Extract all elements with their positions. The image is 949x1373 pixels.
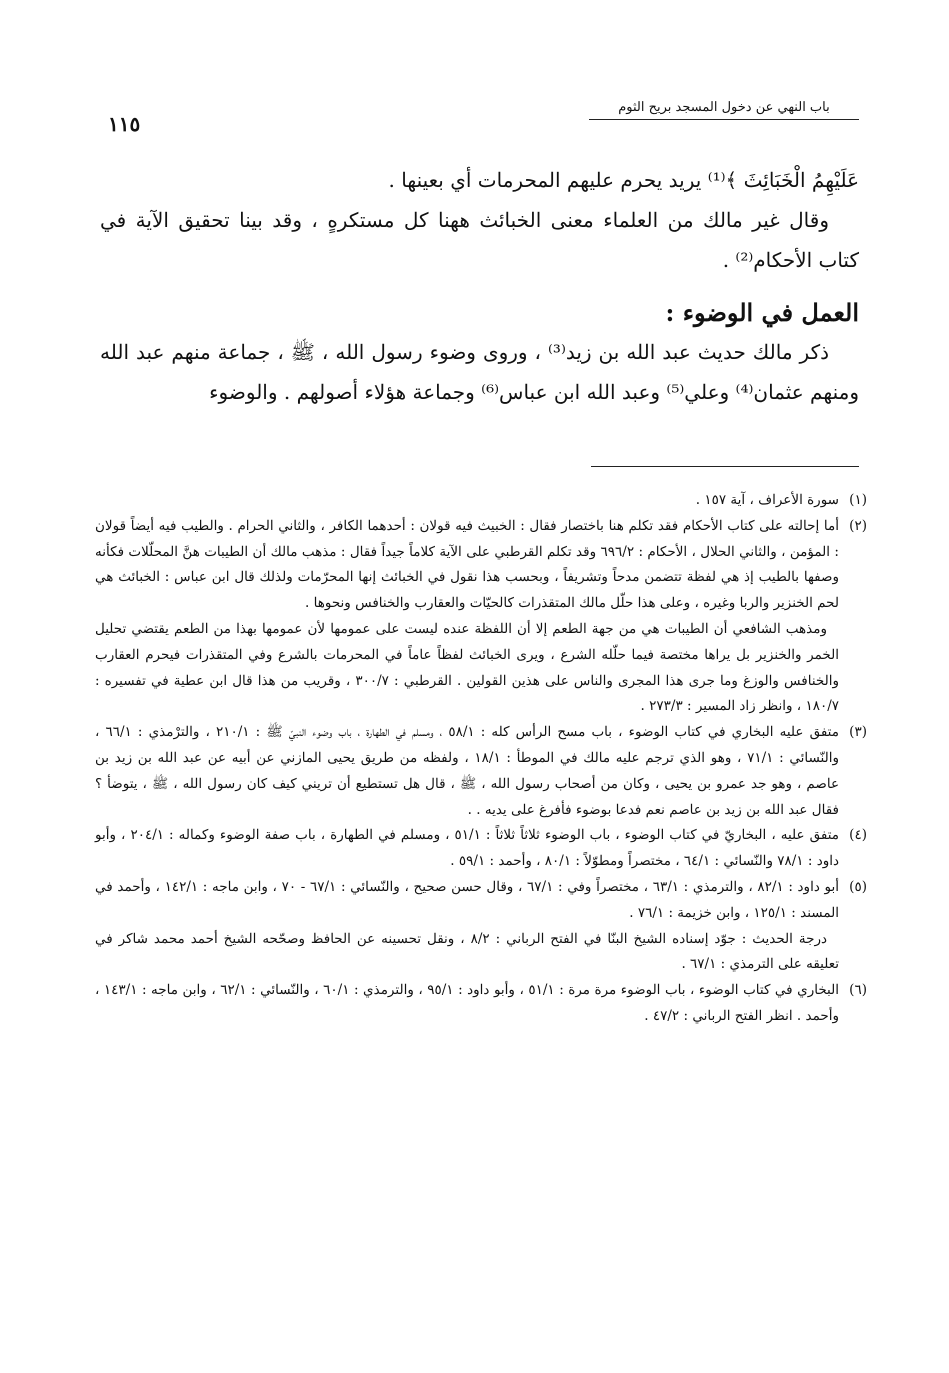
footnote-text: أما إحالته على كتاب الأحكام فقد تكلم هنا باختصار فقال : الخبيث فيه قولان : أحدهما الكافر ، والثاني الحرام . والطيب فيه أيضاً قولان : المؤمن ، والثاني الحلال ، الأحكام : ٦٩٦/٢ وقد تكلم القرطبي على الآية كلاماً جيداً فقال : مذهب مالك أن الطيبات هنَّ المحلّلات فكأنه وصفها بالطيب إذ هي لفظة تتضمن مدحاً وتشريفاً ، وبحسب هذا نقول في الخبائث إنها المحرّمات ولذلك قال ابن عباس : الخبائث هي لحم الخنزير والربا وغيره ، وعلى هذا حلّل مالك المتقذرات كالحيّات والعقارب والخنافس ونحوها .: [95, 517, 839, 612]
footnote-text: متفق عليه البخاري في كتاب الوضوء ، باب مسح الرأس كله : ٥٨/١ ، ومسلم في الطهارة ، باب وضوء النبيّ ﷺ : ٢١٠/١ ، والترْمذي : ٦٦/١ ، والنّسائي : ٧١/١ ، وهو الذي ترجم عليه مالك في الموطأ : ١٨/١ ، ولفظه من طريق يحيى المازني عن أبيه عن عبد الله بن زيد بن عاصم ، وهو جد عمرو بن يحيى ، وكان من أصحاب رسول الله ، ﷺ ، قال هل تستطيع أن تريني كيف كان رسول الله ، ﷺ ، يتوضأ ؟ فقال عبد الله بن زيد بن عاصم نعم فدعا بوضوء فأفرغ على يديه . .: [95, 724, 839, 818]
footnote-number: (١): [849, 492, 867, 508]
footnote-text: البخاري في كتاب الوضوء ، باب الوضوء مرة مرة : ٥١/١ ، وأبو داود : ٩٥/١ ، والترمذي : ٦٠/١ ، والنّسائي : ٦٢/١ ، وابن ماجه : ١٤٣/١ ، وأحمد . انظر الفتح الرباني : ٤٧/٢ .: [95, 982, 839, 1024]
footnote-number: (٥): [849, 878, 867, 895]
footnote-5-continuation: درجة الحديث : جوّد إسناده الشيخ البنّا في الفتح الرباني : ٨/٢ ، ونقل تحسينه عن الحافظ وصحّحه الشيخ أحمد محمد شاكر في تعليقه على الترمذي : ٦٧/١ .: [95, 930, 839, 973]
footnotes: [95, 488, 867, 1030]
footnote-4: [95, 823, 867, 875]
main-text: [100, 160, 859, 412]
footnote-3: [95, 720, 867, 823]
footnote-number: (٣): [849, 724, 867, 741]
page-number: ١١٥: [108, 112, 141, 136]
footnote-text: سورة الأعراف ، آية ١٥٧ .: [695, 492, 839, 508]
footnote-number: (٢): [849, 517, 867, 534]
footnote-number: (٤): [849, 827, 867, 844]
running-title: باب النهي عن دخول المسجد بريح الثوم: [589, 100, 859, 120]
paragraph-1: عَلَيْهِمُ الْخَبَائِثَ ﴾⁽¹⁾ يريد يحرم عليهم المحرمات أي بعينها .: [388, 168, 859, 192]
footnote-separator: [591, 466, 859, 467]
paragraph-3: ذكر مالك حديث عبد الله بن زيد⁽³⁾ ، وروى وضوء رسول الله ، ﷺ ، جماعة منهم عبد الله ومنهم عثمان⁽⁴⁾ وعلي⁽⁵⁾ وعبد الله ابن عباس⁽⁶⁾ وجماعة هؤلاء أصولهم . والوضوء: [100, 340, 859, 404]
footnote-2: [95, 514, 867, 617]
footnote-2-continuation: ومذهب الشافعي أن الطيبات هي من جهة الطعم إلا أن اللفظة عنده ليست على عمومها لأن عمومها بهذا من الطعم يقتضي تحليل الخمر والخنزير بل يراها مختصة فيما حلّله الشرع ، ويرى الخبائث لفظاً عاماً في المحرمات بالشرع وفي المتقذرات فيحرم العقارب والخنافس والوزغ وما جرى هذا المجرى والناس على هذين القولين . القرطبي : ٣٠٠/٧ ، وقريب من هذا قال ابن عطية في تفسيره : ١٨٠/٧ ، وانظر زاد المسير : ٢٧٣/٣ .: [95, 620, 839, 715]
section-heading: العمل في الوضوء :: [665, 298, 859, 327]
footnote-text: أبو داود : ٨٢/١ ، والترمذي : ٦٣/١ ، مختصراً وفي : ٦٧/١ ، وقال حسن صحيح ، والنّسائي : ٦٧/١ - ٧٠ ، وابن ماجه : ١٤٢/١ ، وأحمد في المسند : ١٢٥/١ ، وابن خزيمة : ٧٦/١ .: [95, 878, 839, 921]
footnote-text: متفق عليه ، البخاريّ في كتاب الوضوء ، باب الوضوء ثلاثاً ثلاثاً : ٥١/١ ، ومسلم في الطهارة ، باب صفة الوضوء وكماله : ٢٠٤/١ ، وأبو داود : ٧٨/١ والنّسائي : ٦٤/١ ، مختصراً ومطوّلاً : ٨٠/١ ، وأحمد : ٥٩/١ .: [95, 827, 839, 870]
paragraph-2: وقال غير مالك من العلماء معنى الخبائث ههنا كل مستكرهٍ ، وقد بينا تحقيق الآية في كتاب الأحكام⁽²⁾ .: [100, 208, 859, 272]
footnote-1: [95, 488, 867, 514]
footnote-number: (٦): [849, 982, 867, 999]
footnote-6: [95, 978, 867, 1030]
footnote-5: [95, 875, 867, 927]
